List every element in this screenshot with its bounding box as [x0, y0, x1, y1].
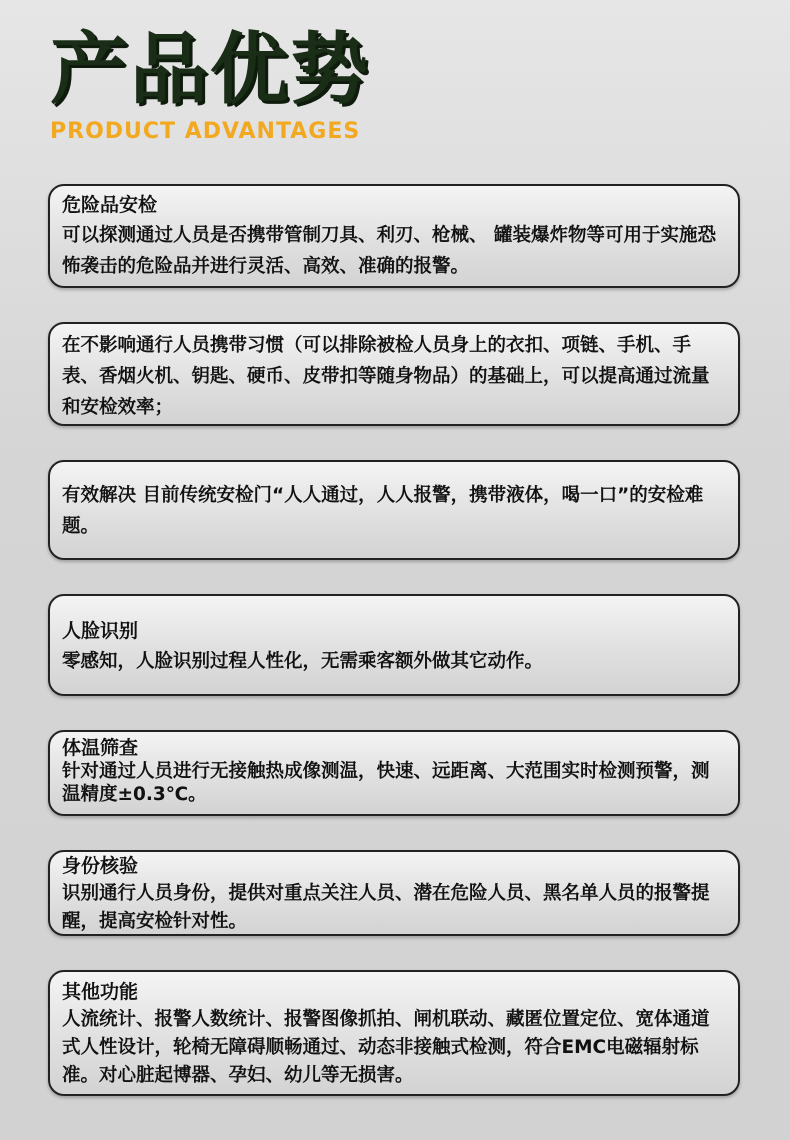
card-title: 危险品安检	[62, 194, 158, 216]
card-body: 可以探测通过人员是否携带管制刀具、利刃、枪械、 罐装爆炸物等可用于实施恐怖袭击的危险品并进行灵活、高效、准确的报警。	[62, 225, 716, 277]
card-title: 身份核验	[62, 855, 139, 877]
card-temperature	[48, 730, 740, 816]
card-identity	[48, 850, 740, 936]
card-body: 有效解决 目前传统安检门“人人通过，人人报警，携带液体，喝一口”的安检难题。	[62, 485, 704, 537]
card-dangerous-goods	[48, 184, 740, 288]
page-subtitle: PRODUCT ADVANTAGES	[50, 119, 361, 144]
card-title: 人脸识别	[62, 620, 139, 642]
card-body: 零感知，人脸识别过程人性化，无需乘客额外做其它动作。	[62, 651, 544, 672]
card-title: 其他功能	[62, 981, 139, 1003]
card-body: 针对通过人员进行无接触热成像测温，快速、远距离、大范围实时检测预警，测温精度±0.3℃。	[62, 761, 710, 805]
card-liquid-solution	[48, 460, 740, 560]
page-title: 产品优势	[50, 25, 371, 115]
card-habit-free	[48, 322, 740, 426]
card-other-functions	[48, 970, 740, 1096]
card-title: 体温筛查	[62, 737, 139, 759]
header	[50, 22, 750, 152]
card-face-recognition	[48, 594, 740, 696]
card-body: 人流统计、报警人数统计、报警图像抓拍、闸机联动、藏匿位置定位、宽体通道式人性设计，轮椅无障碍顺畅通过、动态非接触式检测，符合EMC电磁辐射标准。对心脏起博器、孕妇、幼儿等无损害。	[62, 1009, 710, 1086]
card-body: 识别通行人员身份，提供对重点关注人员、潜在危险人员、黑名单人员的报警提醒，提高安检针对性。	[62, 883, 710, 932]
card-body: 在不影响通行人员携带习惯（可以排除被检人员身上的衣扣、项链、手机、手表、香烟火机、钥匙、硬币、皮带扣等随身物品）的基础上，可以提高通过流量和安检效率；	[62, 335, 710, 418]
